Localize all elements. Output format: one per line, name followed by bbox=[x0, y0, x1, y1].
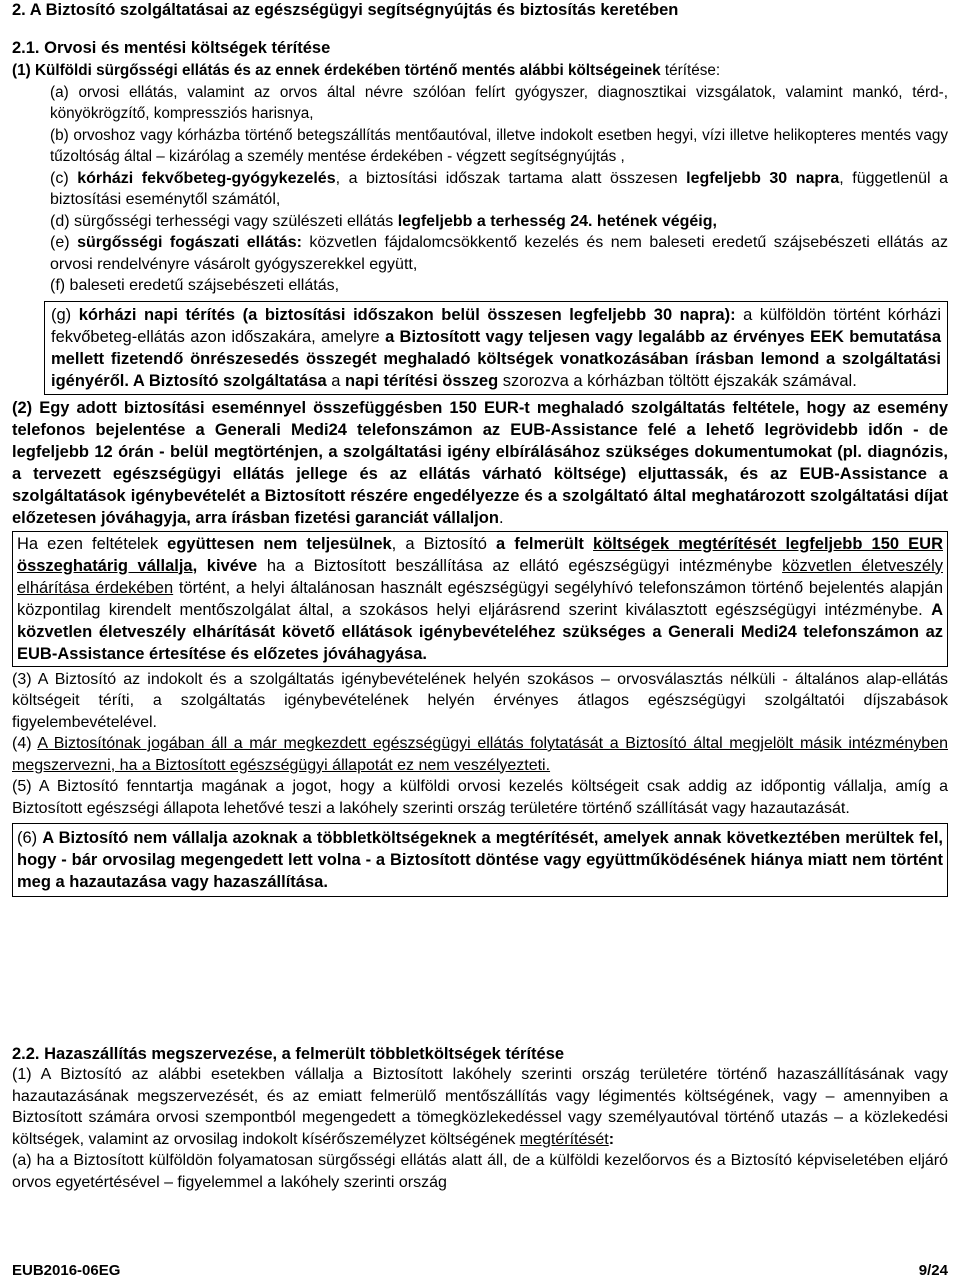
boxed-item-g bbox=[44, 301, 948, 395]
section-heading: 2. A Biztosító szolgáltatásai az egészségügyi segítségnyújtás és biztosítás keretében bbox=[12, 1, 679, 19]
list-items bbox=[12, 82, 948, 297]
list-item-d: (d) sürgősségi terhességi vagy szülészeti ellátás legfeljebb a terhesség 24. hetének végéig, bbox=[50, 212, 717, 230]
subsection-heading: 2.1. Orvosi és mentési költségek térítése bbox=[12, 39, 331, 57]
paragraph-4: (4) A Biztosítónak jogában áll a már megkezdett egészségügyi ellátás folytatását a Biztosító által megjelölt másik intézményben megszervezni, ha a Biztosított egészségügyi állapotát ez nem veszélyezteti. bbox=[12, 735, 948, 774]
document-code: EUB2016-06EG bbox=[12, 1262, 121, 1279]
paragraph-3: (3) A Biztosító az indokolt és a szolgáltatás igénybevételének helyén szokásos – orvosválasztás nélküli - általános alap-ellátás költségeit téríti, a szolgáltatás igénybevételének helyén érvényes átlagos egészségügyi szolgáltatói díjszabások figyelembevételével. bbox=[12, 670, 948, 731]
boxed-notice-1 bbox=[12, 531, 948, 667]
list-item-c: (c) kórházi fekvőbeteg-gyógykezelés, a biztosítási időszak tartama alatt összesen legfeljebb 30 napra, függetlenül a biztosítási eseménytől számától, bbox=[50, 169, 949, 208]
paragraph-2: (2) Egy adott biztosítási eseménnyel összefüggésben 150 EUR-t meghaladó szolgáltatás feltétele, hogy az esemény telefonos bejelentése a Generali Medi24 telefonszámon az EUB-Assistance felé a lehető legrövidebb időn - de legfeljebb 12 órán - belül megtörténjen, a szolgáltatási igény elbírálásához szükséges dokumentumokat (pl. diagnózis, a tervezett egészségügyi ellátás jellege és az ellátás várható költsége) eljuttassák, és az EUB-Assistance a szolgáltatások igénybevételét a Biztosított részére engedélyezze és a szolgáltató által meghatározott szolgáltatási díjat előzetesen jóváhagyja, arra írásban fizetési garanciát vállaljon. bbox=[12, 398, 948, 527]
page-footer bbox=[12, 1262, 948, 1279]
paragraph-2-1: (1) A Biztosító az alábbi esetekben vállalja a Biztosított lakóhely szerinti ország területére történő hazaszállításának vagy hazautazásának megszervezését, és az emiatt felmerülő mentőszállítás vagy légimentés költségének, vagy – amennyiben a Biztosított számára orvosi szempontból megengedett a tömegközlekedéssel vagy személyautóval történő utazás – a közlekedési költségek, valamint az orvosilag indokolt kísérőszemélyzet költségének megtérítését: bbox=[12, 1066, 948, 1148]
paragraph-6: (6) A Biztosító nem vállalja azoknak a többletköltségeknek a megtérítését, amelyek annak következtében merültek fel, hogy - bár orvosilag megengedett lett volna - a Biztosított döntése vagy együttműködésének hiánya miatt nem történt meg a hazautazása vagy hazaszállítása. bbox=[17, 829, 943, 891]
section-body bbox=[12, 60, 948, 897]
list-item-2-a: (a) ha a Biztosított külföldön folyamatosan sürgősségi ellátás alatt áll, de a külföldi kezelőorvos és a Biztosító képviseletében eljáró orvos egyetértésével – figyelemmel a lakóhely szerinti ország bbox=[12, 1152, 948, 1191]
subsection-heading-2: 2.2. Hazaszállítás megszervezése, a felmerült többletköltségek térítése bbox=[12, 1045, 565, 1063]
list-item-b: (b) orvoshoz vagy kórházba történő betegszállítás mentőautóval, illetve indokolt esetben hegyi, vízi illetve helikopteres mentés vagy tűzoltóság által – kizárólag a személy mentése érdekében - végzett segítségnyújtás , bbox=[50, 126, 948, 165]
list-item-a: (a) orvosi ellátás, valamint az orvos által névre szólóan felírt gyógyszer, diagnosztikai vizsgálatok, valamint mankó, térd-, könyökrögzítő, kompressziós harisnya, bbox=[50, 83, 948, 122]
notice-text: Ha ezen feltételek együttesen nem teljesülnek, a Biztosító a felmerült költségek megtérítését legfeljebb 150 EUR összeghatárig vállalja, kivéve ha a Biztosított beszállítása az ellátó egészségügyi intézménybe közvetlen életveszély elhárítása érdekében történt, a helyi általánosan használt egészségügyi segélyhívó telefonszámon történő bejelentés alapján központilag kirendelt mentőszolgálat által, a szokásos helyi eljárásrend szerint kiválasztott egészségügyi intézménybe. A közvetlen életveszély elhárítását követő ellátások igénybevételéhez szükséges a Generali Medi24 telefonszámon az EUB-Assistance értesítése és előzetes jóváhagyása. bbox=[17, 534, 943, 663]
list-item-g: (g) kórházi napi térítés (a biztosítási időszakon belül összesen legfeljebb 30 napra): a külföldön történt kórházi fekvőbeteg-ellátás azon időszakára, amelyre a Biztosított vagy teljesen vagy legalább az érvényes EEK bemutatása mellett fizetendő önrészesedés összegét meghaladó költségek vonatkozásában írásban lemond a szolgáltatási igényéről. A Biztosító szolgáltatása a napi térítési összeg szorozva a kórházban töltött éjszakák számával. bbox=[51, 305, 942, 390]
paragraph-5: (5) A Biztosító fenntartja magának a jogot, hogy a külföldi orvosi kezelés költségeit csak addig az időpontig vállalja, amíg a Biztosított egészségi állapota lehetővé teszi a lakóhely szerinti ország területére történő szállítását vagy hazautazását. bbox=[12, 778, 948, 817]
list-item-f: (f) baleseti eredetű szájsebészeti ellátás, bbox=[50, 277, 340, 294]
boxed-notice-2 bbox=[12, 823, 948, 897]
section-2-body bbox=[12, 1064, 948, 1193]
list-item-e: (e) sürgősségi fogászati ellátás: közvetlen fájdalomcsökkentő kezelés és nem baleseti eredetű szájsebészeti ellátás az orvosi rendelvényre vásárolt gyógyszerekkel együtt, bbox=[50, 234, 948, 273]
page-number: 9/24 bbox=[918, 1262, 948, 1279]
paragraph-1: (1) Külföldi sürgősségi ellátás és az ennek érdekében történő mentés alábbi költségeinek térítése: bbox=[12, 62, 721, 79]
